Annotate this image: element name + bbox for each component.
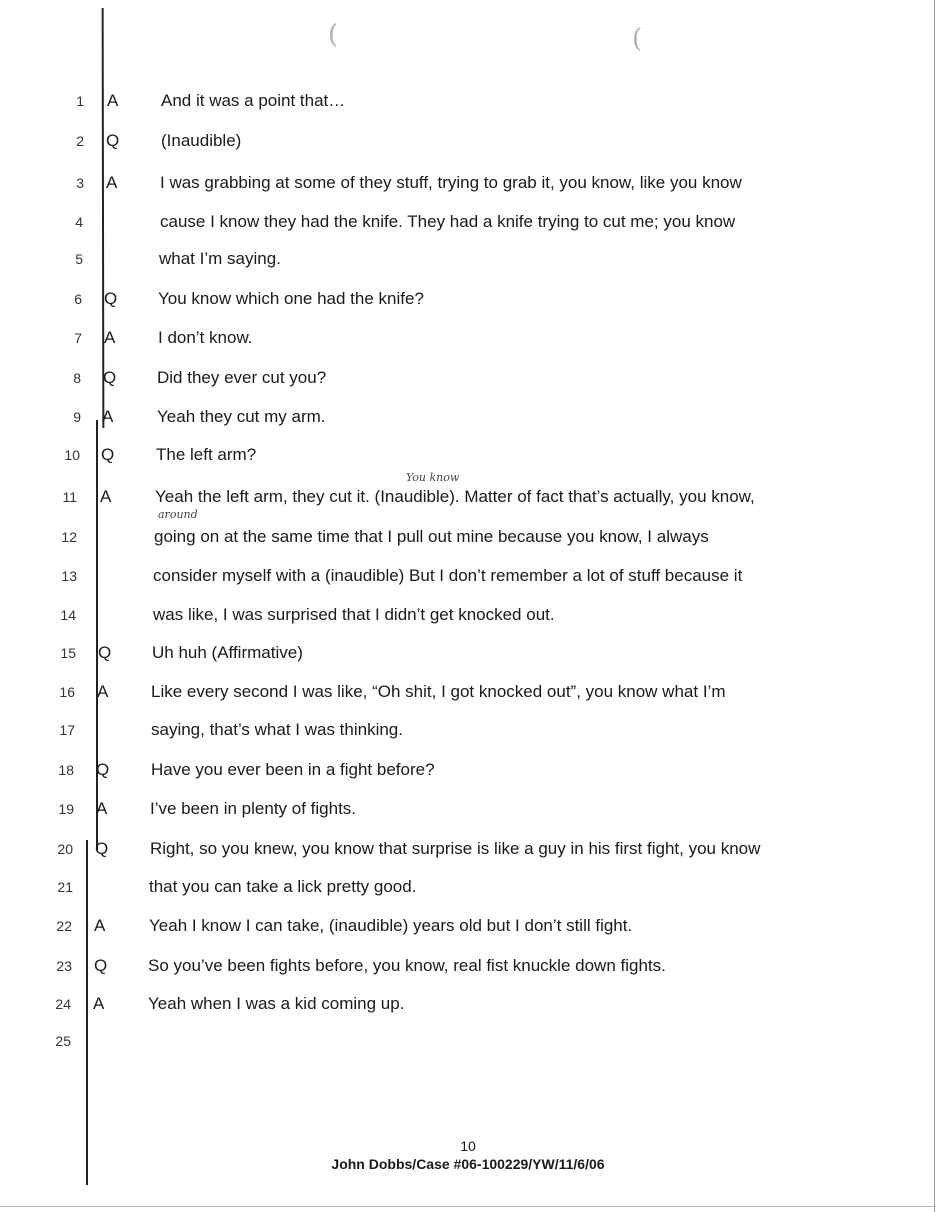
speaker-label: A (94, 916, 106, 935)
handwritten-note: You know (406, 471, 460, 484)
line-number: 14 (60, 607, 76, 623)
speaker-label: A (102, 407, 114, 426)
line-text: And it was a point that… (161, 91, 346, 110)
line-number: 13 (61, 568, 77, 584)
line-text: cause I know they had the knife. They had a knife trying to cut me; you know (160, 212, 736, 231)
margin-rule (102, 8, 104, 428)
line-text: what I’m saying. (159, 249, 281, 268)
speaker-label: Q (104, 289, 118, 308)
speaker-label: A (97, 682, 109, 701)
line-text: Uh huh (Affirmative) (152, 643, 303, 662)
line-text: Right, so you knew, you know that surprise is like a guy in his first fight, you know (150, 839, 761, 858)
line-text: So you’ve been fights before, you know, real fist knuckle down fights. (148, 956, 666, 975)
line-number: 24 (55, 996, 71, 1012)
line-text: Like every second I was like, “Oh shit, I got knocked out”, you know what I’m (151, 682, 726, 701)
line-number: 19 (58, 801, 74, 817)
line-text: going on at the same time that I pull out mine because you know, I always (154, 527, 709, 546)
line-text: consider myself with a (inaudible) But I don’t remember a lot of stuff because it (153, 566, 743, 585)
line-text: was like, I was surprised that I didn’t get knocked out. (153, 605, 555, 624)
speaker-label: A (106, 173, 118, 192)
speaker-label: Q (101, 445, 115, 464)
page-edge (0, 1206, 936, 1207)
line-number: 16 (59, 684, 75, 700)
line-text: I was grabbing at some of they stuff, trying to grab it, you know, like you know (160, 173, 742, 192)
line-number: 4 (75, 214, 83, 230)
case-reference: John Dobbs/Case #06-100229/YW/11/6/06 (331, 1156, 605, 1172)
scan-artifact-paren: ( (632, 24, 643, 54)
speaker-label: A (100, 487, 112, 506)
line-number: 8 (73, 370, 81, 386)
line-number: 7 (74, 330, 82, 346)
line-number: 21 (57, 879, 73, 895)
line-number: 10 (64, 447, 80, 463)
speaker-label: Q (106, 131, 120, 150)
speaker-label: A (107, 91, 119, 110)
page-edge (934, 0, 935, 1212)
speaker-label: Q (94, 956, 108, 975)
speaker-label: Q (96, 760, 110, 779)
line-text: (Inaudible) (161, 131, 242, 150)
line-text: Have you ever been in a fight before? (151, 760, 435, 779)
scan-artifact-paren: ( (328, 20, 339, 50)
line-text: Yeah I know I can take, (inaudible) years old but I don’t still fight. (149, 916, 633, 935)
line-number: 15 (60, 645, 76, 661)
speaker-label: A (104, 328, 116, 347)
line-text: saying, that’s what I was thinking. (151, 720, 403, 739)
line-text: Did they ever cut you? (157, 368, 327, 387)
page-number: 10 (460, 1138, 476, 1154)
line-number: 11 (62, 489, 77, 505)
speaker-label: A (93, 994, 105, 1013)
line-number: 20 (57, 841, 73, 857)
line-text: Yeah they cut my arm. (157, 407, 326, 426)
speaker-label: Q (95, 839, 109, 858)
line-text: You know which one had the knife? (158, 289, 424, 308)
line-number: 23 (56, 958, 72, 974)
line-text: that you can take a lick pretty good. (149, 877, 417, 896)
line-number: 17 (59, 722, 75, 738)
line-number: 6 (74, 291, 82, 307)
line-text: Yeah the left arm, they cut it. (Inaudible). Matter of fact that’s actually, you know, (155, 487, 755, 506)
line-number: 12 (61, 529, 77, 545)
speaker-label: Q (103, 368, 117, 387)
margin-rule (86, 840, 88, 1185)
line-number: 22 (56, 918, 72, 934)
line-text: The left arm? (156, 445, 257, 464)
line-number: 25 (55, 1033, 71, 1049)
line-number: 18 (58, 762, 74, 778)
speaker-label: Q (98, 643, 112, 662)
line-text: Yeah when I was a kid coming up. (148, 994, 405, 1013)
margin-rule (96, 420, 98, 850)
handwritten-note: around (158, 508, 198, 521)
line-text: I’ve been in plenty of fights. (150, 799, 357, 818)
line-number: 1 (76, 93, 84, 109)
line-number: 9 (73, 409, 81, 425)
line-number: 2 (76, 133, 84, 149)
speaker-label: A (96, 799, 108, 818)
line-number: 3 (76, 175, 84, 191)
line-number: 5 (75, 251, 83, 267)
line-text: I don’t know. (158, 328, 253, 347)
